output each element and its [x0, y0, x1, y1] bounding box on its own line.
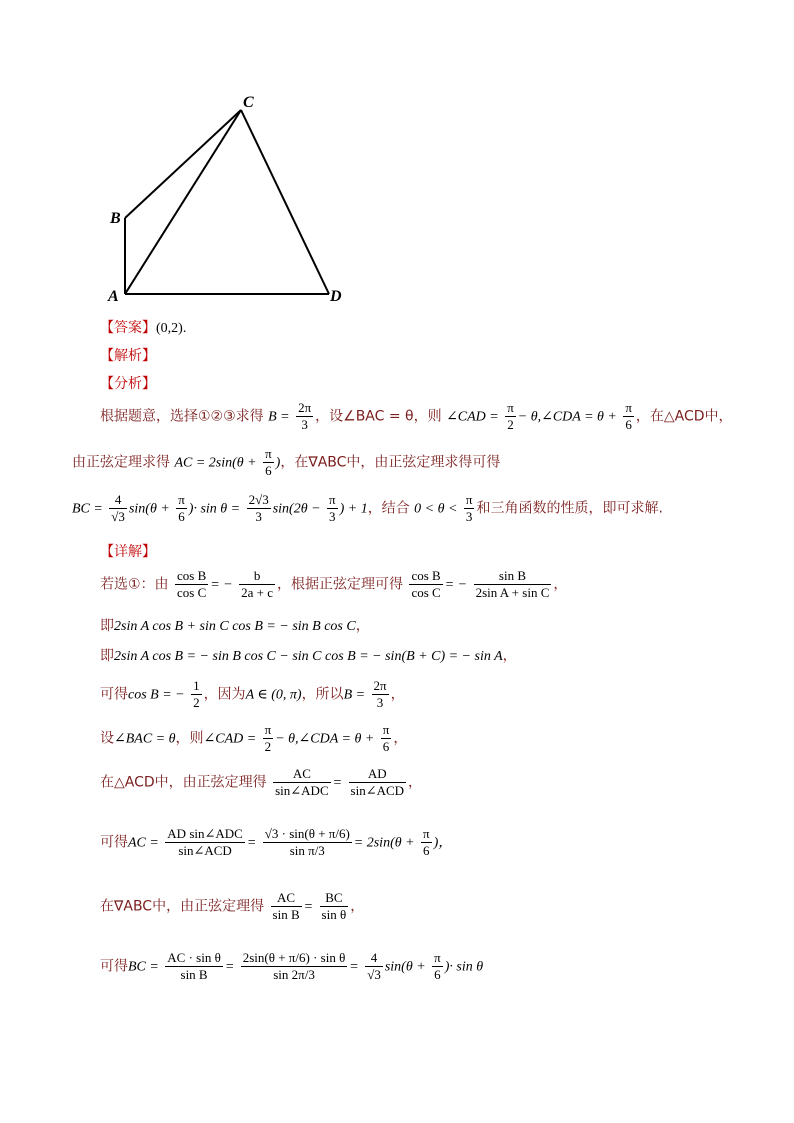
numerator: 2π — [373, 678, 387, 693]
fraction — [464, 492, 475, 525]
text: 在△ACD中，由正弦定理得 — [100, 774, 267, 791]
fraction — [263, 722, 274, 755]
detail-line-6 — [100, 766, 422, 799]
denominator: sin B — [165, 966, 223, 983]
text: 由正弦定理求得 — [72, 454, 170, 471]
numerator: BC — [325, 890, 343, 905]
fraction — [296, 400, 313, 433]
text: ，所以 — [301, 686, 344, 703]
text: 即 — [100, 648, 114, 664]
numerator: sin B — [498, 568, 527, 583]
math: 0 < θ < — [414, 501, 458, 517]
fraction — [239, 568, 275, 601]
text: ，则 — [413, 408, 442, 425]
text: ， — [355, 618, 370, 634]
math: sin(θ + — [384, 959, 426, 975]
fraction — [175, 568, 208, 601]
detail-line-8 — [100, 890, 364, 923]
detail-line-2 — [100, 615, 370, 635]
denominator: 2 — [263, 738, 274, 755]
denominator: 2 — [505, 416, 516, 433]
fraction — [320, 890, 349, 923]
fraction — [421, 826, 432, 859]
denominator: 3 — [372, 694, 389, 711]
fraction — [191, 678, 202, 711]
numerator: 1 — [193, 678, 200, 693]
numerator: π — [265, 446, 272, 461]
denominator: cos C — [177, 585, 207, 600]
text: ， — [390, 686, 405, 703]
math: BC = — [72, 501, 103, 517]
detail-line-9 — [100, 950, 483, 983]
numerator: π — [434, 950, 441, 965]
answer-tag: 【答案】 — [100, 320, 156, 336]
answer-end: . — [182, 321, 187, 336]
fraction — [372, 678, 389, 711]
denominator: sin∠ACD — [165, 842, 245, 859]
quadrilateral-diagram — [100, 90, 370, 310]
fraction — [165, 826, 245, 859]
fraction — [176, 492, 187, 525]
numerator: π — [465, 492, 473, 507]
diagram-svg — [100, 90, 370, 310]
fraction — [271, 890, 302, 923]
math: = — [246, 835, 257, 851]
answer-value: (0,2) — [156, 321, 183, 336]
denominator: 3 — [327, 508, 338, 525]
detail-line-1 — [100, 568, 567, 601]
denominator: 6 — [176, 508, 187, 525]
text: ，则 — [175, 730, 204, 747]
math: )· sin θ — [444, 959, 484, 975]
text: ，在△ACD中， — [635, 408, 733, 425]
math: )· sin θ = — [188, 501, 241, 517]
fraction — [241, 950, 348, 983]
math: B = — [268, 409, 290, 425]
denominator: sin∠ACD — [350, 783, 405, 798]
math: sin(θ + — [128, 501, 170, 517]
math: = — [303, 899, 314, 915]
detail-line-7 — [100, 826, 452, 859]
math: BC = — [128, 959, 159, 975]
fraction — [505, 400, 516, 433]
vertex-b-label: B — [110, 210, 121, 227]
text: 设 — [100, 730, 114, 747]
math: 2sin A cos B = − sin B cos C − sin C cos B = − sin(B + C) = − sin A — [114, 649, 503, 664]
vertex-d-label: D — [330, 288, 342, 305]
math: AC = — [128, 835, 159, 851]
text: 根据题意，选择①②③求得 — [100, 408, 264, 425]
numerator: 2sin(θ + π/6) · sin θ — [242, 950, 346, 965]
math: ∠CAD = — [446, 409, 499, 425]
denominator: sin 2π/3 — [241, 966, 348, 983]
math: = − — [210, 577, 233, 593]
denominator: 6 — [432, 966, 443, 983]
numerator: π — [507, 400, 514, 415]
answer-line — [100, 317, 186, 337]
math: cos B = − — [128, 687, 185, 703]
text: ， — [502, 648, 517, 664]
detail-line-5 — [100, 722, 407, 755]
denominator: 2a + c — [241, 585, 273, 600]
analysis-line-2 — [72, 446, 500, 479]
detail-line-4 — [100, 678, 405, 711]
math: 2sin A cos B + sin C cos B = − sin B cos C — [114, 619, 356, 634]
numerator: AC · sin θ — [167, 950, 221, 965]
math: − θ,∠CDA = θ + — [275, 731, 375, 747]
denominator: sin B — [272, 907, 300, 922]
text: ， — [350, 898, 365, 915]
numerator: π — [625, 400, 632, 415]
numerator: 4 — [370, 950, 378, 965]
denominator: sin π/3 — [263, 842, 352, 859]
numerator: π — [329, 492, 336, 507]
fraction — [365, 950, 383, 983]
analysis-line-1 — [100, 400, 733, 433]
math: = — [224, 959, 235, 975]
math: ) + 1 — [339, 501, 368, 517]
text: ，结合 — [367, 500, 410, 517]
vertex-c-label: C — [243, 94, 254, 111]
math: − θ,∠CDA = θ + — [517, 409, 617, 425]
fraction — [109, 492, 127, 525]
denominator: 3 — [296, 416, 313, 433]
numerator: AD — [367, 766, 387, 781]
math: = — [349, 959, 359, 975]
text: ， — [553, 576, 568, 593]
denominator: 6 — [421, 842, 432, 859]
numerator: π — [423, 826, 430, 841]
numerator: √3 · sin(θ + π/6) — [264, 826, 350, 841]
text: ，根据正弦定理可得 — [277, 576, 403, 593]
fraction — [432, 950, 443, 983]
numerator: AD sin∠ADC — [167, 826, 243, 841]
fraction — [381, 722, 392, 755]
fraction — [474, 568, 552, 601]
denominator: sin θ — [321, 907, 347, 922]
fraction — [273, 766, 331, 799]
fenxi-tag: 【分析】 — [100, 376, 156, 392]
math: ) — [275, 455, 281, 471]
text: 若选①：由 — [100, 576, 169, 593]
denominator: 3 — [464, 508, 475, 525]
fraction — [623, 400, 634, 433]
math: A ∈ (0, π) — [245, 687, 302, 703]
denominator: cos C — [411, 585, 441, 600]
numerator: AC — [292, 766, 311, 781]
numerator: 4 — [114, 492, 122, 507]
math: B = — [343, 687, 366, 703]
text: 可得 — [100, 834, 128, 851]
denominator: 6 — [623, 416, 634, 433]
jiexi-tag: 【解析】 — [100, 348, 156, 364]
xiangjie-tag: 【详解】 — [100, 544, 156, 560]
numerator: b — [253, 568, 261, 583]
denominator: √3 — [367, 967, 381, 982]
text: 和三角函数的性质，即可求解. — [476, 500, 663, 517]
text: ，设∠BAC = θ — [315, 408, 414, 425]
text: 在∇ABC中，由正弦定理得 — [100, 898, 265, 915]
analysis-line-3 — [72, 492, 663, 525]
fraction — [165, 950, 223, 983]
numerator: π — [382, 722, 390, 737]
text: 即 — [100, 618, 114, 634]
denominator: sin∠ADC — [275, 783, 329, 798]
math: AC = 2sin(θ + — [174, 455, 257, 471]
denominator: 6 — [381, 738, 392, 755]
edge-cd — [241, 110, 329, 294]
numerator: cos B — [411, 568, 441, 583]
math: ∠CAD = — [203, 731, 257, 747]
denominator: √3 — [111, 509, 125, 524]
math: = − — [444, 577, 468, 593]
text: ， — [408, 774, 423, 791]
denominator: 3 — [247, 508, 271, 525]
math: = — [332, 775, 343, 791]
numerator: 2√3 — [248, 492, 269, 507]
numerator: π — [178, 492, 185, 507]
numerator: AC — [277, 890, 296, 905]
denominator: 2 — [193, 695, 200, 710]
vertex-a-label: A — [108, 288, 119, 305]
denominator: 2sin A + sin C — [475, 585, 550, 600]
text: ，在∇ABC中，由正弦定理求得可得 — [280, 454, 501, 471]
text: 可得 — [100, 686, 128, 703]
denominator: 6 — [263, 462, 274, 479]
text: ， — [393, 730, 408, 747]
math: sin(2θ − — [272, 501, 321, 517]
fraction — [263, 826, 352, 859]
fraction — [247, 492, 271, 525]
math: = 2sin(θ + — [353, 835, 415, 851]
fraction — [263, 446, 274, 479]
detail-line-3 — [100, 645, 517, 665]
fraction — [409, 568, 442, 601]
math: )， — [433, 835, 453, 851]
text: ，因为 — [203, 686, 246, 703]
text: 可得 — [100, 958, 128, 975]
math: ∠BAC = θ — [114, 731, 176, 747]
numerator: π — [264, 722, 272, 737]
numerator: cos B — [177, 568, 207, 583]
numerator: 2π — [298, 400, 312, 415]
fraction — [327, 492, 338, 525]
fraction — [349, 766, 407, 799]
